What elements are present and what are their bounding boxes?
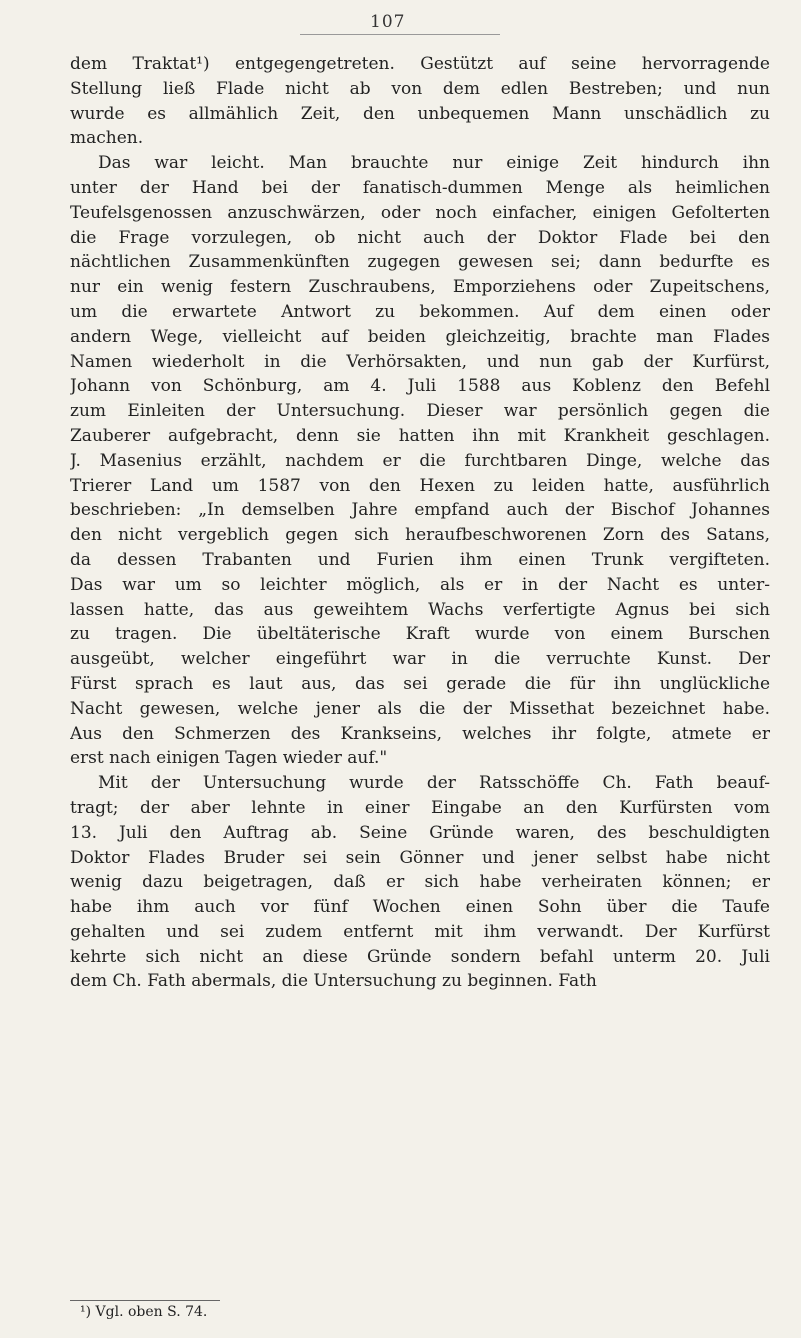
text-line: Trierer Land um 1587 von den Hexen zu leiden hatte, ausführlich (70, 475, 770, 496)
text-line: da dessen Trabanten und Furien ihm einen Trunk vergifteten. (70, 549, 770, 570)
text-line: zum Einleiten der Untersuchung. Dieser war persönlich gegen die (70, 401, 770, 422)
paragraph (70, 771, 770, 994)
text-line: wurde es allmählich Zeit, den unbequemen Mann unschädlich zu (70, 103, 770, 124)
text-line: Stellung ließ Flade nicht ab von dem edlen Bestreben; und nun (70, 78, 770, 99)
text-line: erst nach einigen Tagen wieder auf." (70, 748, 388, 769)
text-line: 13. Juli den Auftrag ab. Seine Gründe waren, des beschuldigten (70, 822, 770, 843)
text-line: Aus den Schmerzen des Krankseins, welches ihr folgte, atmete er (70, 723, 770, 744)
text-line: J. Masenius erzählt, nachdem er die furchtbaren Dinge, welche das (70, 450, 770, 471)
text-line: Doktor Flades Bruder sei sein Gönner und jener selbst habe nicht (70, 847, 770, 868)
text-line: Johann von Schönburg, am 4. Juli 1588 aus Koblenz den Befehl (70, 376, 770, 397)
text-line: beschrieben: „In demselben Jahre empfand auch der Bischof Johannes (70, 500, 770, 521)
text-line: wenig dazu beigetragen, daß er sich habe verheiraten können; er (70, 872, 770, 893)
header-rule (300, 34, 500, 35)
paragraph (70, 151, 770, 771)
text-line: dem Traktat¹) entgegengetreten. Gestützt auf seine hervorragende (70, 54, 770, 74)
text-line: Fürst sprach es laut aus, das sei gerade die für ihn unglückliche (70, 673, 770, 694)
text-line: unter der Hand bei der fanatisch-dummen Menge als heimlichen (70, 177, 770, 198)
text-line: machen. (70, 128, 144, 149)
text-line: lassen hatte, das aus geweihtem Wachs verfertigte Agnus bei sich (70, 599, 770, 620)
text-line: nächtlichen Zusammenkünften zugegen gewesen sei; dann bedurfte es (70, 252, 770, 273)
paragraph (70, 52, 770, 151)
text-line: Das war leicht. Man brauchte nur einige Zeit hindurch ihn (98, 153, 770, 174)
footnote: ¹) Vgl. oben S. 74. (80, 1304, 208, 1320)
text-line: habe ihm auch vor fünf Wochen einen Sohn über die Taufe (70, 897, 770, 918)
text-line: Nacht gewesen, welche jener als die der Missethat bezeichnet habe. (70, 698, 770, 719)
footnote-rule (70, 1300, 220, 1301)
text-line: kehrte sich nicht an diese Gründe sondern befahl unterm 20. Juli (70, 946, 770, 967)
text-line: tragt; der aber lehnte in einer Eingabe an den Kurfürsten vom (70, 797, 770, 818)
text-line: andern Wege, vielleicht auf beiden gleichzeitig, brachte man Flades (70, 326, 770, 347)
text-line: dem Ch. Fath abermals, die Untersuchung zu beginnen. Fath (70, 971, 597, 992)
text-line: ausgeübt, welcher eingeführt war in die verruchte Kunst. Der (70, 649, 770, 670)
text-line: die Frage vorzulegen, ob nicht auch der Doktor Flade bei den (70, 227, 770, 248)
page-number: 107 (370, 12, 406, 32)
text-line: zu tragen. Die übeltäterische Kraft wurde von einem Burschen (70, 624, 770, 645)
body-text (70, 52, 770, 994)
text-line: den nicht vergeblich gegen sich heraufbeschworenen Zorn des Satans, (70, 525, 770, 546)
text-line: Teufelsgenossen anzuschwärzen, oder noch einfacher, einigen Gefolterten (70, 202, 770, 223)
text-line: gehalten und sei zudem entfernt mit ihm verwandt. Der Kurfürst (70, 921, 770, 942)
text-line: Zauberer aufgebracht, denn sie hatten ihn mit Krankheit geschlagen. (70, 425, 770, 446)
text-line: Mit der Untersuchung wurde der Ratsschöffe Ch. Fath beauf- (98, 773, 770, 794)
text-line: um die erwartete Antwort zu bekommen. Auf dem einen oder (70, 301, 770, 322)
text-line: Namen wiederholt in die Verhörsakten, und nun gab der Kurfürst, (70, 351, 770, 372)
text-line: Das war um so leichter möglich, als er in der Nacht es unter- (70, 574, 770, 595)
text-line: nur ein wenig festern Zuschraubens, Emporziehens oder Zupeitschens, (70, 277, 770, 298)
